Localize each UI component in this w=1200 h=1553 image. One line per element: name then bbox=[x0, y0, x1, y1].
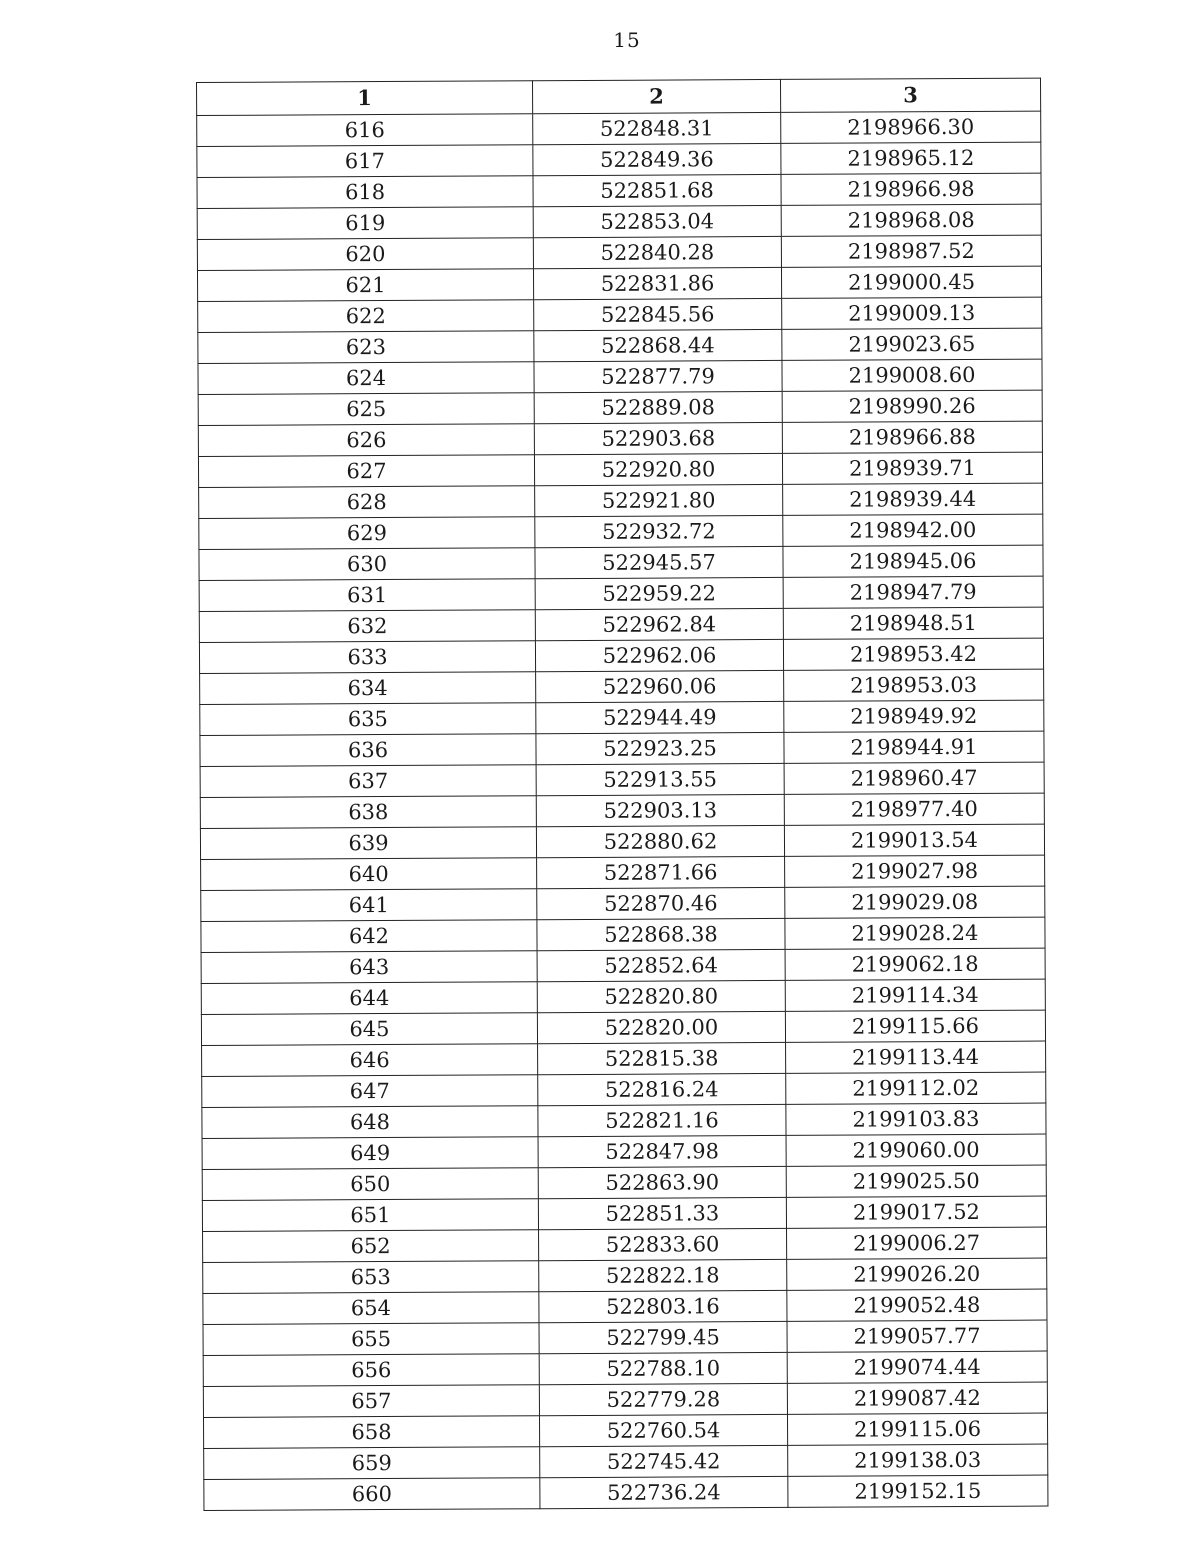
table-cell-col-3: 2198942.00 bbox=[783, 514, 1043, 546]
table-cell-col-1: 619 bbox=[197, 207, 533, 240]
table-cell-col-3: 2199114.34 bbox=[785, 979, 1045, 1011]
table-cell-col-3: 2198966.98 bbox=[781, 173, 1041, 205]
table-cell-col-3: 2199103.83 bbox=[786, 1103, 1046, 1135]
table-row bbox=[198, 390, 1042, 425]
table-row bbox=[201, 917, 1045, 952]
table-cell-col-1: 656 bbox=[203, 1354, 539, 1387]
table-cell-col-3: 2199138.03 bbox=[788, 1444, 1048, 1476]
table-cell-col-2: 522847.98 bbox=[538, 1135, 786, 1167]
table-cell-col-3: 2199112.02 bbox=[786, 1072, 1046, 1104]
table-cell-col-2: 522833.60 bbox=[539, 1228, 787, 1260]
table-cell-col-3: 2198968.08 bbox=[781, 204, 1041, 236]
table-cell-col-3: 2199028.24 bbox=[785, 917, 1045, 949]
table-row bbox=[202, 1134, 1046, 1169]
table-row bbox=[197, 111, 1041, 146]
table-row bbox=[200, 700, 1044, 735]
table-cell-col-1: 640 bbox=[201, 858, 537, 891]
table-cell-col-2: 522932.72 bbox=[535, 515, 783, 547]
table-cell-col-3: 2198947.79 bbox=[783, 576, 1043, 608]
table-cell-col-2: 522962.84 bbox=[535, 608, 783, 640]
table-row bbox=[200, 824, 1044, 859]
table-cell-col-2: 522920.80 bbox=[534, 453, 782, 485]
table-cell-col-3: 2199023.65 bbox=[782, 328, 1042, 360]
table-cell-col-1: 641 bbox=[201, 889, 537, 922]
table-row bbox=[201, 979, 1045, 1014]
table-cell-col-3: 2198948.51 bbox=[783, 607, 1043, 639]
table-row bbox=[200, 762, 1044, 797]
table-cell-col-1: 629 bbox=[199, 517, 535, 550]
column-header-3: 3 bbox=[780, 78, 1040, 112]
table-row bbox=[203, 1320, 1047, 1355]
table-cell-col-2: 522871.66 bbox=[537, 856, 785, 888]
table-cell-col-1: 616 bbox=[197, 114, 533, 147]
table-cell-col-1: 659 bbox=[204, 1447, 540, 1480]
table-cell-col-1: 627 bbox=[198, 455, 534, 488]
table-cell-col-2: 522821.16 bbox=[538, 1104, 786, 1136]
table-cell-col-1: 643 bbox=[201, 951, 537, 984]
table-row bbox=[198, 359, 1042, 394]
table-row bbox=[202, 1041, 1046, 1076]
table-cell-col-2: 522851.33 bbox=[538, 1197, 786, 1229]
table-row bbox=[201, 948, 1045, 983]
table-row bbox=[201, 886, 1045, 921]
column-header-1: 1 bbox=[197, 81, 533, 116]
table-row bbox=[203, 1413, 1047, 1448]
table-row bbox=[203, 1227, 1047, 1262]
table-cell-col-3: 2198945.06 bbox=[783, 545, 1043, 577]
table-row bbox=[199, 514, 1043, 549]
table-cell-col-1: 626 bbox=[198, 424, 534, 457]
table-cell-col-2: 522923.25 bbox=[536, 732, 784, 764]
table-body bbox=[197, 111, 1048, 1510]
table-cell-col-3: 2199000.45 bbox=[781, 266, 1041, 298]
table-row bbox=[197, 142, 1041, 177]
table-cell-col-3: 2199006.27 bbox=[787, 1227, 1047, 1259]
table-cell-col-2: 522820.00 bbox=[537, 1011, 785, 1043]
table-cell-col-1: 653 bbox=[203, 1261, 539, 1294]
table-row bbox=[197, 204, 1041, 239]
table-cell-col-1: 621 bbox=[197, 269, 533, 302]
table-cell-col-3: 2199008.60 bbox=[782, 359, 1042, 391]
table-cell-col-1: 649 bbox=[202, 1137, 538, 1170]
table-cell-col-1: 635 bbox=[200, 703, 536, 736]
table-cell-col-1: 644 bbox=[201, 982, 537, 1015]
table-row bbox=[204, 1475, 1048, 1510]
table-row bbox=[203, 1382, 1047, 1417]
table-cell-col-1: 622 bbox=[198, 300, 534, 333]
table-cell-col-3: 2199025.50 bbox=[786, 1165, 1046, 1197]
table-cell-col-3: 2198939.71 bbox=[782, 452, 1042, 484]
table-cell-col-2: 522863.90 bbox=[538, 1166, 786, 1198]
table-cell-col-2: 522849.36 bbox=[533, 143, 781, 175]
table-cell-col-1: 633 bbox=[199, 641, 535, 674]
table-cell-col-3: 2199087.42 bbox=[787, 1382, 1047, 1414]
table-cell-col-2: 522803.16 bbox=[539, 1290, 787, 1322]
table-cell-col-2: 522945.57 bbox=[535, 546, 783, 578]
table-cell-col-2: 522745.42 bbox=[540, 1445, 788, 1477]
table-cell-col-1: 650 bbox=[202, 1168, 538, 1201]
table-cell-col-1: 651 bbox=[202, 1199, 538, 1232]
table-cell-col-3: 2199017.52 bbox=[786, 1196, 1046, 1228]
table-cell-col-2: 522944.49 bbox=[536, 701, 784, 733]
table-row bbox=[201, 855, 1045, 890]
table-cell-col-2: 522868.38 bbox=[537, 918, 785, 950]
table-row bbox=[198, 452, 1042, 487]
table-cell-col-1: 648 bbox=[202, 1106, 538, 1139]
table-cell-col-1: 625 bbox=[198, 393, 534, 426]
table-cell-col-2: 522815.38 bbox=[538, 1042, 786, 1074]
table-cell-col-3: 2199115.66 bbox=[785, 1010, 1045, 1042]
table-cell-col-1: 657 bbox=[203, 1385, 539, 1418]
table-cell-col-2: 522889.08 bbox=[534, 391, 782, 423]
table-cell-col-2: 522779.28 bbox=[539, 1383, 787, 1415]
table-row bbox=[199, 545, 1043, 580]
table-cell-col-2: 522788.10 bbox=[539, 1352, 787, 1384]
column-header-2: 2 bbox=[532, 79, 780, 113]
table-row bbox=[199, 483, 1043, 518]
table-cell-col-1: 634 bbox=[200, 672, 536, 705]
table-row bbox=[200, 793, 1044, 828]
table-row bbox=[202, 1072, 1046, 1107]
table-cell-col-2: 522840.28 bbox=[533, 236, 781, 268]
table-row bbox=[197, 235, 1041, 270]
table-cell-col-1: 639 bbox=[200, 827, 536, 860]
table-cell-col-1: 630 bbox=[199, 548, 535, 581]
page-number: 15 bbox=[613, 28, 641, 52]
table-cell-col-1: 617 bbox=[197, 145, 533, 178]
table-row bbox=[201, 1010, 1045, 1045]
table-row bbox=[197, 173, 1041, 208]
table-row bbox=[198, 421, 1042, 456]
table-row bbox=[203, 1258, 1047, 1293]
coordinates-table bbox=[196, 78, 1048, 1511]
table-cell-col-3: 2198953.03 bbox=[784, 669, 1044, 701]
table-cell-col-3: 2199027.98 bbox=[785, 855, 1045, 887]
table-row bbox=[202, 1196, 1046, 1231]
table-cell-col-2: 522877.79 bbox=[534, 360, 782, 392]
table-cell-col-1: 637 bbox=[200, 765, 536, 798]
table-cell-col-1: 618 bbox=[197, 176, 533, 209]
table-cell-col-2: 522870.46 bbox=[537, 887, 785, 919]
table-cell-col-1: 624 bbox=[198, 362, 534, 395]
table-row bbox=[200, 669, 1044, 704]
table-row bbox=[202, 1103, 1046, 1138]
table-cell-col-2: 522820.80 bbox=[537, 980, 785, 1012]
table-cell-col-3: 2199013.54 bbox=[784, 824, 1044, 856]
table-cell-col-2: 522880.62 bbox=[536, 825, 784, 857]
table-cell-col-3: 2199052.48 bbox=[787, 1289, 1047, 1321]
table-cell-col-2: 522959.22 bbox=[535, 577, 783, 609]
table-cell-col-3: 2198966.88 bbox=[782, 421, 1042, 453]
table-cell-col-1: 655 bbox=[203, 1323, 539, 1356]
table-cell-col-3: 2198966.30 bbox=[781, 111, 1041, 143]
table-cell-col-3: 2198960.47 bbox=[784, 762, 1044, 794]
table-cell-col-2: 522848.31 bbox=[533, 112, 781, 144]
table-row bbox=[198, 297, 1042, 332]
table-cell-col-2: 522921.80 bbox=[535, 484, 783, 516]
table-cell-col-1: 654 bbox=[203, 1292, 539, 1325]
table-cell-col-3: 2199115.06 bbox=[787, 1413, 1047, 1445]
table-cell-col-3: 2199060.00 bbox=[786, 1134, 1046, 1166]
table-cell-col-3: 2199009.13 bbox=[782, 297, 1042, 329]
table-cell-col-3: 2198939.44 bbox=[783, 483, 1043, 515]
table-cell-col-1: 632 bbox=[199, 610, 535, 643]
table-header-row bbox=[197, 78, 1041, 115]
table-cell-col-2: 522960.06 bbox=[536, 670, 784, 702]
table-cell-col-1: 645 bbox=[201, 1013, 537, 1046]
table-cell-col-3: 2199029.08 bbox=[785, 886, 1045, 918]
table-cell-col-2: 522799.45 bbox=[539, 1321, 787, 1353]
table-cell-col-1: 631 bbox=[199, 579, 535, 612]
table-cell-col-1: 652 bbox=[203, 1230, 539, 1263]
table-cell-col-3: 2198977.40 bbox=[784, 793, 1044, 825]
table-cell-col-3: 2199026.20 bbox=[787, 1258, 1047, 1290]
table-row bbox=[198, 328, 1042, 363]
table-row bbox=[203, 1289, 1047, 1324]
table-row bbox=[202, 1165, 1046, 1200]
table-row bbox=[199, 607, 1043, 642]
table-row bbox=[197, 266, 1041, 301]
table-cell-col-2: 522903.68 bbox=[534, 422, 782, 454]
table-cell-col-2: 522760.54 bbox=[539, 1414, 787, 1446]
table-row bbox=[204, 1444, 1048, 1479]
table-cell-col-2: 522851.68 bbox=[533, 174, 781, 206]
table-cell-col-1: 638 bbox=[200, 796, 536, 829]
table-cell-col-2: 522868.44 bbox=[534, 329, 782, 361]
table-cell-col-2: 522831.86 bbox=[533, 267, 781, 299]
table-cell-col-2: 522822.18 bbox=[539, 1259, 787, 1291]
table-cell-col-1: 646 bbox=[202, 1044, 538, 1077]
table-row bbox=[203, 1351, 1047, 1386]
table-cell-col-2: 522816.24 bbox=[538, 1073, 786, 1105]
table-cell-col-3: 2198987.52 bbox=[781, 235, 1041, 267]
table-cell-col-3: 2198965.12 bbox=[781, 142, 1041, 174]
table-cell-col-2: 522913.55 bbox=[536, 763, 784, 795]
table-row bbox=[199, 638, 1043, 673]
table-cell-col-3: 2199062.18 bbox=[785, 948, 1045, 980]
table-cell-col-1: 623 bbox=[198, 331, 534, 364]
table-cell-col-2: 522903.13 bbox=[536, 794, 784, 826]
table-cell-col-3: 2199152.15 bbox=[788, 1475, 1048, 1507]
table-cell-col-2: 522853.04 bbox=[533, 205, 781, 237]
table-cell-col-3: 2198990.26 bbox=[782, 390, 1042, 422]
table-cell-col-1: 658 bbox=[203, 1416, 539, 1449]
table-cell-col-3: 2199057.77 bbox=[787, 1320, 1047, 1352]
table-row bbox=[200, 731, 1044, 766]
table-cell-col-3: 2198953.42 bbox=[783, 638, 1043, 670]
table-row bbox=[199, 576, 1043, 611]
table-cell-col-1: 636 bbox=[200, 734, 536, 767]
table-cell-col-1: 642 bbox=[201, 920, 537, 953]
table-cell-col-1: 628 bbox=[199, 486, 535, 519]
table-cell-col-1: 647 bbox=[202, 1075, 538, 1108]
table-cell-col-3: 2198944.91 bbox=[784, 731, 1044, 763]
table-cell-col-1: 660 bbox=[204, 1478, 540, 1511]
table-cell-col-3: 2199074.44 bbox=[787, 1351, 1047, 1383]
table-cell-col-2: 522962.06 bbox=[535, 639, 783, 671]
table-cell-col-2: 522736.24 bbox=[540, 1476, 788, 1508]
table-cell-col-2: 522845.56 bbox=[534, 298, 782, 330]
table-cell-col-2: 522852.64 bbox=[537, 949, 785, 981]
table-cell-col-3: 2199113.44 bbox=[786, 1041, 1046, 1073]
table-cell-col-1: 620 bbox=[197, 238, 533, 271]
table-cell-col-3: 2198949.92 bbox=[784, 700, 1044, 732]
